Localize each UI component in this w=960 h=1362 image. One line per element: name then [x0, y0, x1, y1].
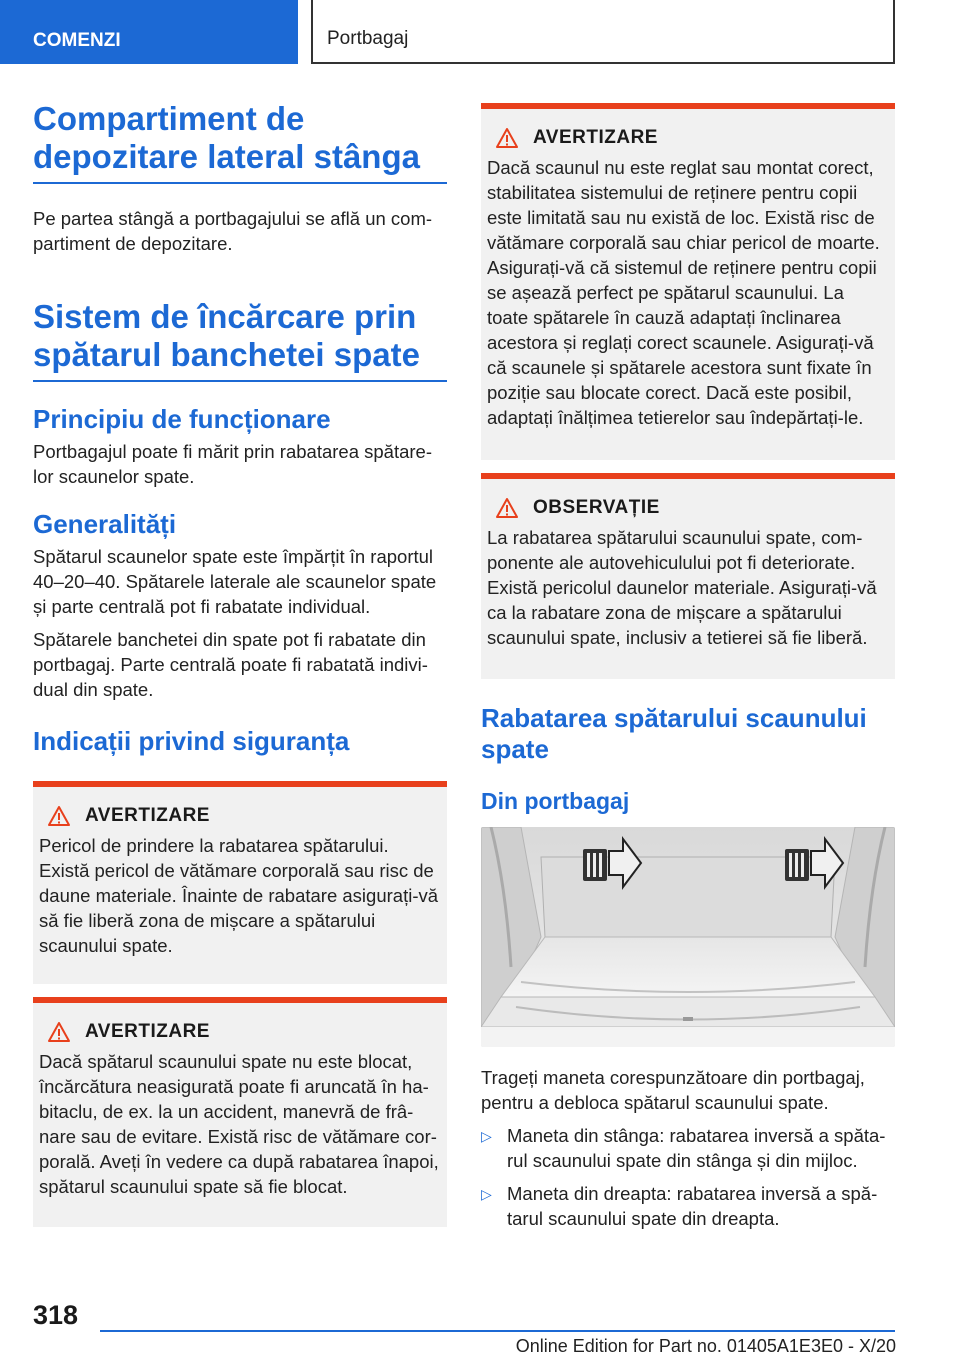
- warning-triangle-icon: [47, 1021, 71, 1043]
- trunk-illustration: [481, 827, 895, 1047]
- warning-box-unlocked: [33, 997, 447, 1227]
- instruction-list: [481, 1123, 895, 1231]
- heading-storage-compartment: Compartiment de depozitare lateral stânga: [33, 100, 447, 184]
- warning-triangle-icon: [47, 805, 71, 827]
- section-tab: COMENZI: [0, 0, 298, 64]
- paragraph-general-1: Spătarul scaunelor spate este împărțit în raportul 40–20–40. Spătarele laterale ale scaunelor spate și parte centrală pot fi rabatate individual.: [33, 546, 437, 617]
- list-item-text: Maneta din stânga: rabatarea inversă a spăta-rul scaunului spate din stânga și din mijloc.: [507, 1125, 886, 1171]
- warning-header: [487, 127, 887, 149]
- warning-text: Dacă spătarul scaunului spate nu este blocat, încărcătura neasigurată poate fi aruncată în ha-bitaclu, de ex. la un accident, manevră de frâ-nare sau de evitare. Există risc de vătămare cor-porală. Aveți în vedere ca după rabatarea înapoi, spătarul scaunului spate să fie blocat.: [39, 1051, 439, 1197]
- heading-from-trunk: Din portbagaj: [481, 788, 630, 814]
- warning-header: [39, 805, 439, 827]
- list-item: [481, 1181, 895, 1231]
- heading-folding: Rabatarea spătarului scaunului spate: [481, 703, 867, 764]
- list-item: [481, 1123, 895, 1173]
- triangle-right-icon: ▷: [481, 1186, 492, 1202]
- left-column: [33, 100, 447, 1227]
- note-text: La rabatarea spătarului scaunului spate, com-ponente ale autovehiculului pot fi deteriorate. Există pericolul daunelor materiale. Asigurați-vă ca la rabatare zona de mișcare a spătarului scaunului spate, inclusiv a tetierei să fie liberă.: [487, 527, 877, 648]
- paragraph-storage: Pe partea stângă a portbagajului se află un com-partiment de depozitare.: [33, 208, 433, 254]
- warning-box-child-seat: [481, 103, 895, 460]
- note-label: OBSERVAȚIE: [533, 497, 660, 518]
- warning-label: AVERTIZARE: [85, 805, 210, 826]
- triangle-right-icon: ▷: [481, 1128, 492, 1144]
- note-box-damage: [481, 473, 895, 679]
- paragraph-general-2: Spătarele banchetei din spate pot fi rabatate din portbagaj. Parte centrală poate fi rabatată indivi-dual din spate.: [33, 629, 428, 700]
- paragraph-instruction: Trageți maneta corespunzătoare din portbagaj, pentru a debloca spătarul scaunului spate.: [481, 1067, 865, 1113]
- warning-header: [39, 1021, 439, 1043]
- trunk-image: [481, 827, 895, 1047]
- warning-box-pinch: [33, 781, 447, 984]
- note-header: [487, 497, 887, 519]
- heading-general: Generalități: [33, 509, 177, 539]
- page-number: 318: [33, 1300, 79, 1330]
- warning-text: Pericol de prindere la rabatarea spătarului. Există pericol de vătămare corporală sau risc de daune materiale. Înainte de rabatare asigurați-vă să fie liberă zona de mișcare a spătarului scaunului spate.: [39, 835, 439, 956]
- paragraph-principle: Portbagajul poate fi mărit prin rabatarea spătare-lor scaunelor spate.: [33, 441, 432, 487]
- heading-safety: Indicații privind siguranța: [33, 726, 350, 756]
- footer-divider: [100, 1330, 895, 1332]
- right-column: [481, 103, 895, 1239]
- warning-text: Dacă scaunul nu este reglat sau montat corect, stabilitatea sistemului de reținere pentru copii este limitată sau nu există de loc. Există risc de vătămare corporală sau chiar pericol de moarte. Asigurați-vă că sistemul de reținere pentru copii se așează perfect pe spătarul scaunului. La toate spătarele în cauză adaptați înclinarea acestora și reglați corect scaunele. Asigurați-vă că scaunele și spătarele acestora sunt fixate în poziție sau blocate corect. Dacă este posibil, adaptați înălțimea tetierelor sau îndepărtați-le.: [487, 157, 880, 428]
- warning-triangle-icon: [495, 497, 519, 519]
- heading-loading-system: Sistem de încărcare prin spătarul banchetei spate: [33, 298, 447, 382]
- chapter-title: Portbagaj: [311, 0, 895, 64]
- warning-triangle-icon: [495, 127, 519, 149]
- warning-label: AVERTIZARE: [533, 127, 658, 148]
- list-item-text: Maneta din dreapta: rabatarea inversă a spă-tarul scaunului spate din dreapta.: [507, 1183, 878, 1229]
- footer-edition: Online Edition for Part no. 01405A1E3E0 - X/20: [515, 1336, 896, 1356]
- heading-principle: Principiu de funcționare: [33, 404, 331, 434]
- warning-label: AVERTIZARE: [85, 1021, 210, 1042]
